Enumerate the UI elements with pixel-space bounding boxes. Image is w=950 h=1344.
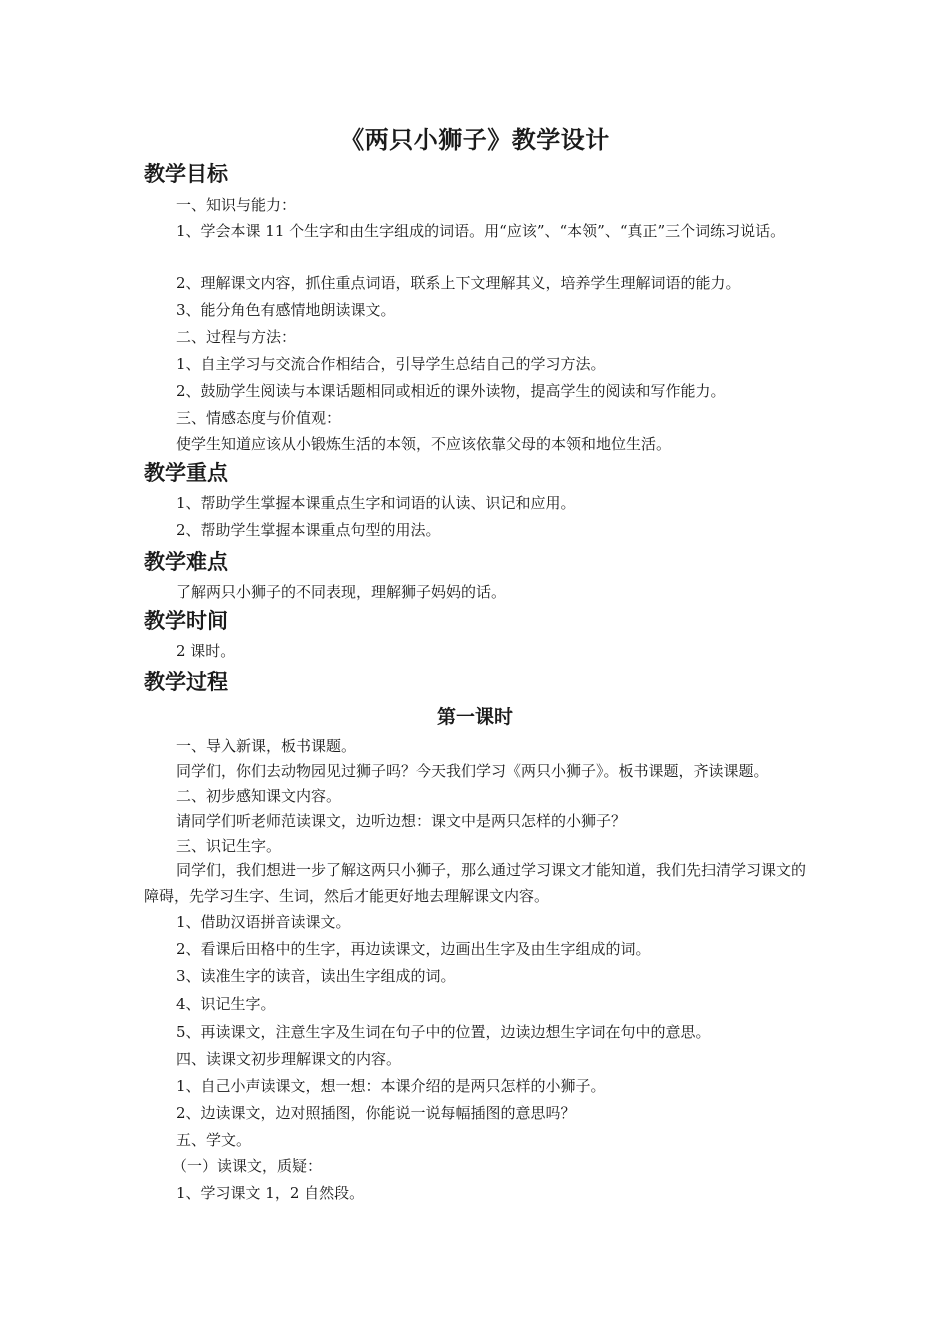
heading-teaching-key-points: 教学重点 (144, 461, 228, 485)
paragraph: 2、鼓励学生阅读与本课话题相同或相近的课外读物，提高学生的阅读和写作能力。 (176, 382, 726, 400)
paragraph: 1、帮助学生掌握本课重点生字和词语的认读、识记和应用。 (176, 494, 576, 512)
paragraph: 四、读课文初步理解课文的内容。 (176, 1050, 402, 1068)
paragraph: 1、自主学习与交流合作相结合，引导学生总结自己的学习方法。 (176, 355, 606, 373)
heading-teaching-time: 教学时间 (144, 609, 228, 633)
paragraph: 2、理解课文内容，抓住重点词语，联系上下文理解其义，培养学生理解词语的能力。 (176, 274, 741, 292)
paragraph: 1、借助汉语拼音读课文。 (176, 913, 351, 931)
paragraph: 2 课时。 (176, 642, 236, 660)
paragraph: 二、初步感知课文内容。 (176, 787, 342, 805)
paragraph: 同学们，你们去动物园见过狮子吗？今天我们学习《两只小狮子》。板书课题，齐读课题。 (176, 762, 769, 780)
paragraph: 使学生知道应该从小锻炼生活的本领，不应该依靠父母的本领和地位生活。 (176, 435, 672, 453)
paragraph: 3、能分角色有感情地朗读课文。 (176, 301, 396, 319)
paragraph: 1、学会本课 11 个生字和由生字组成的词语。用“应该”、“本领”、“真正”三个词练习说话。 (176, 222, 786, 240)
paragraph: 3、读准生字的读音，读出生字组成的词。 (176, 967, 456, 985)
lesson-subtitle: 第一课时 (436, 706, 513, 728)
paragraph: 2、帮助学生掌握本课重点句型的用法。 (176, 521, 441, 539)
paragraph: 5、再读课文，注意生字及生词在句子中的位置，边读边想生字词在句中的意思。 (176, 1023, 711, 1041)
paragraph: 1、学习课文 1，2 自然段。 (176, 1184, 365, 1202)
heading-teaching-difficulty: 教学难点 (144, 550, 228, 574)
paragraph: 1、自己小声读课文，想一想：本课介绍的是两只怎样的小狮子。 (176, 1077, 606, 1095)
paragraph: 2、看课后田格中的生字，再边读课文，边画出生字及由生字组成的词。 (176, 940, 651, 958)
heading-teaching-goals: 教学目标 (144, 162, 228, 186)
paragraph: 一、导入新课，板书课题。 (176, 737, 357, 755)
paragraph: （一）读课文，质疑： (172, 1157, 323, 1175)
document-title: 《两只小狮子》教学设计 (340, 126, 610, 154)
paragraph: 了解两只小狮子的不同表现，理解狮子妈妈的话。 (176, 583, 507, 601)
paragraph: 2、边读课文，边对照插图，你能说一说每幅插图的意思吗？ (176, 1104, 576, 1122)
paragraph: 一、知识与能力： (176, 196, 297, 214)
heading-teaching-process: 教学过程 (144, 670, 228, 694)
paragraph: 二、过程与方法： (176, 328, 297, 346)
paragraph: 4、识记生字。 (176, 995, 276, 1013)
paragraph: 三、情感态度与价值观： (176, 409, 342, 427)
paragraph: 请同学们听老师范读课文，边听边想：课文中是两只怎样的小狮子？ (176, 812, 627, 830)
paragraph: 同学们，我们想进一步了解这两只小狮子，那么通过学习课文才能知道，我们先扫清学习课文的障碍，先学习生字、生词，然后才能更好地去理解课文内容。 (144, 861, 807, 905)
paragraph: 三、识记生字。 (176, 837, 282, 855)
paragraph: 五、学文。 (176, 1131, 252, 1149)
